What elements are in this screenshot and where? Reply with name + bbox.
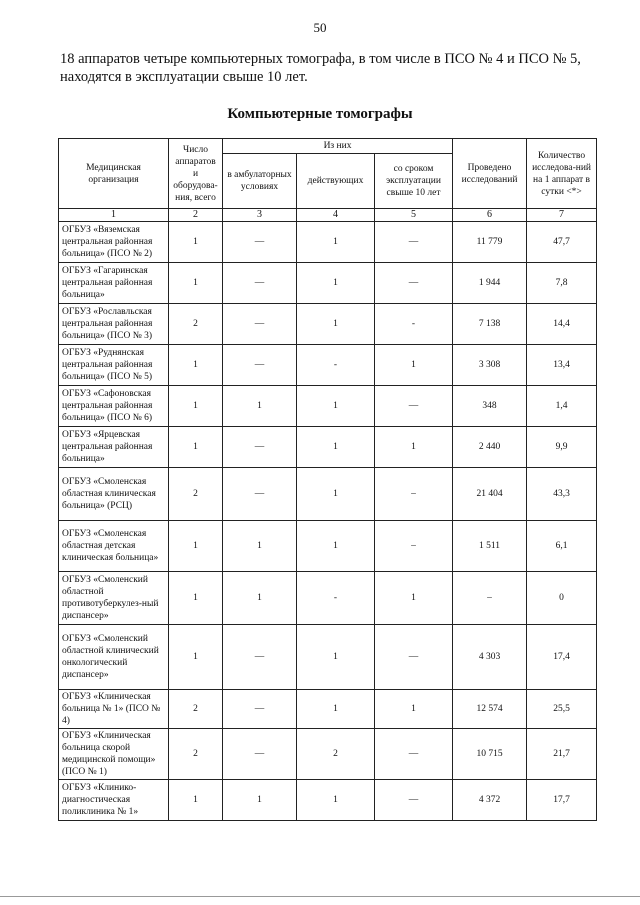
cell-per-day: 0	[527, 572, 597, 625]
cell-ambulatory: 1	[223, 572, 297, 625]
cell-org: ОГБУЗ «Вяземская центральная районная больница» (ПСО № 2)	[59, 222, 169, 263]
cell-active: -	[297, 345, 375, 386]
cell-count: 1	[169, 572, 223, 625]
cell-count: 2	[169, 729, 223, 780]
cell-count: 2	[169, 468, 223, 521]
cell-old: 1	[375, 427, 453, 468]
cell-active: 1	[297, 468, 375, 521]
cell-active: 1	[297, 386, 375, 427]
cell-old: —	[375, 263, 453, 304]
table-row	[59, 690, 597, 729]
cell-ambulatory: 1	[223, 386, 297, 427]
cell-studies: 10 715	[453, 729, 527, 780]
cell-count: 1	[169, 345, 223, 386]
cell-ambulatory: —	[223, 304, 297, 345]
cell-old: 1	[375, 345, 453, 386]
cell-old: 1	[375, 572, 453, 625]
table-row	[59, 222, 597, 263]
cell-per-day: 1,4	[527, 386, 597, 427]
table-row	[59, 468, 597, 521]
table-row	[59, 625, 597, 690]
table-row	[59, 780, 597, 821]
intro-paragraph	[60, 50, 620, 86]
cell-old: —	[375, 625, 453, 690]
cell-old: 1	[375, 690, 453, 729]
cell-studies: 348	[453, 386, 527, 427]
cell-count: 1	[169, 263, 223, 304]
cell-active: 1	[297, 521, 375, 572]
cell-studies: 1 944	[453, 263, 527, 304]
table-row	[59, 263, 597, 304]
cell-org: ОГБУЗ «Ярцевская центральная районная больница»	[59, 427, 169, 468]
cell-active: 1	[297, 263, 375, 304]
cell-old: —	[375, 780, 453, 821]
cell-active: 1	[297, 304, 375, 345]
cell-active: 1	[297, 222, 375, 263]
cell-org: ОГБУЗ «Смоленская областная клиническая больница» (РСЦ)	[59, 468, 169, 521]
col-number: 6	[453, 209, 527, 222]
cell-studies: 1 511	[453, 521, 527, 572]
cell-count: 2	[169, 304, 223, 345]
column-number-row	[59, 209, 597, 222]
cell-ambulatory: 1	[223, 521, 297, 572]
cell-per-day: 25,5	[527, 690, 597, 729]
header-per-day: Количество исследова-ний на 1 аппарат в сутки <*>	[527, 139, 597, 209]
cell-org: ОГБУЗ «Клинико-диагностическая поликлиника № 1»	[59, 780, 169, 821]
intro-line-2: находятся в эксплуатации свыше 10 лет.	[60, 69, 308, 85]
page-number: 50	[313, 20, 327, 35]
cell-active: -	[297, 572, 375, 625]
table-row	[59, 572, 597, 625]
cell-old: —	[375, 729, 453, 780]
cell-active: 1	[297, 780, 375, 821]
cell-count: 1	[169, 625, 223, 690]
cell-org: ОГБУЗ «Смоленский областной клинический онкологический диспансер»	[59, 625, 169, 690]
cell-ambulatory: —	[223, 625, 297, 690]
cell-studies: 4 372	[453, 780, 527, 821]
cell-old: -	[375, 304, 453, 345]
cell-old: –	[375, 521, 453, 572]
cell-per-day: 7,8	[527, 263, 597, 304]
cell-active: 1	[297, 625, 375, 690]
cell-old: –	[375, 468, 453, 521]
cell-per-day: 9,9	[527, 427, 597, 468]
col-number: 4	[297, 209, 375, 222]
table-row	[59, 345, 597, 386]
cell-per-day: 43,3	[527, 468, 597, 521]
cell-ambulatory: —	[223, 690, 297, 729]
table-row	[59, 386, 597, 427]
table-row	[59, 729, 597, 780]
cell-studies: 3 308	[453, 345, 527, 386]
cell-per-day: 14,4	[527, 304, 597, 345]
cell-ambulatory: —	[223, 427, 297, 468]
cell-studies: 4 303	[453, 625, 527, 690]
cell-studies: 12 574	[453, 690, 527, 729]
table-row	[59, 521, 597, 572]
cell-org: ОГБУЗ «Клиническая больница скорой медицинской помощи» (ПСО № 1)	[59, 729, 169, 780]
cell-studies: 7 138	[453, 304, 527, 345]
cell-org: ОГБУЗ «Клиническая больница № 1» (ПСО № 4)	[59, 690, 169, 729]
cell-active: 1	[297, 427, 375, 468]
cell-per-day: 6,1	[527, 521, 597, 572]
cell-count: 1	[169, 222, 223, 263]
cell-per-day: 13,4	[527, 345, 597, 386]
cell-ambulatory: —	[223, 468, 297, 521]
cell-per-day: 47,7	[527, 222, 597, 263]
header-active: действующих	[297, 154, 375, 209]
cell-studies: –	[453, 572, 527, 625]
cell-org: ОГБУЗ «Гагаринская центральная районная больница»	[59, 263, 169, 304]
cell-count: 1	[169, 386, 223, 427]
ct-scanners-table	[58, 138, 597, 821]
cell-count: 2	[169, 690, 223, 729]
intro-line-1: 18 аппаратов четыре компьютерных томографа, в том числе в ПСО № 4 и ПСО № 5,	[60, 51, 581, 67]
header-of-them: Из них	[223, 139, 453, 154]
table-row	[59, 304, 597, 345]
cell-per-day: 17,4	[527, 625, 597, 690]
cell-ambulatory: 1	[223, 780, 297, 821]
section-title: Компьютерные томографы	[227, 106, 413, 122]
cell-studies: 2 440	[453, 427, 527, 468]
col-number: 5	[375, 209, 453, 222]
header-org: Медицинская организация	[59, 139, 169, 209]
cell-old: —	[375, 386, 453, 427]
cell-org: ОГБУЗ «Смоленская областная детская клиническая больница»	[59, 521, 169, 572]
cell-per-day: 21,7	[527, 729, 597, 780]
cell-ambulatory: —	[223, 345, 297, 386]
header-studies: Проведено исследований	[453, 139, 527, 209]
cell-studies: 11 779	[453, 222, 527, 263]
cell-org: ОГБУЗ «Рославльская центральная районная больница» (ПСО № 3)	[59, 304, 169, 345]
cell-active: 1	[297, 690, 375, 729]
cell-ambulatory: —	[223, 222, 297, 263]
header-ambulatory: в амбулаторных условиях	[223, 154, 297, 209]
cell-count: 1	[169, 521, 223, 572]
col-number: 2	[169, 209, 223, 222]
cell-active: 2	[297, 729, 375, 780]
table-row	[59, 427, 597, 468]
cell-per-day: 17,7	[527, 780, 597, 821]
cell-org: ОГБУЗ «Руднянская центральная районная больница» (ПСО № 5)	[59, 345, 169, 386]
col-number: 1	[59, 209, 169, 222]
header-old: со сроком эксплуатации свыше 10 лет	[375, 154, 453, 209]
cell-studies: 21 404	[453, 468, 527, 521]
cell-org: ОГБУЗ «Смоленский областной противотуберкулез-ный диспансер»	[59, 572, 169, 625]
header-count: Число аппаратов и оборудова-ния, всего	[169, 139, 223, 209]
footer-divider	[0, 896, 640, 897]
cell-org: ОГБУЗ «Сафоновская центральная районная больница» (ПСО № 6)	[59, 386, 169, 427]
cell-count: 1	[169, 780, 223, 821]
cell-old: —	[375, 222, 453, 263]
col-number: 7	[527, 209, 597, 222]
cell-ambulatory: —	[223, 729, 297, 780]
cell-ambulatory: —	[223, 263, 297, 304]
cell-count: 1	[169, 427, 223, 468]
col-number: 3	[223, 209, 297, 222]
